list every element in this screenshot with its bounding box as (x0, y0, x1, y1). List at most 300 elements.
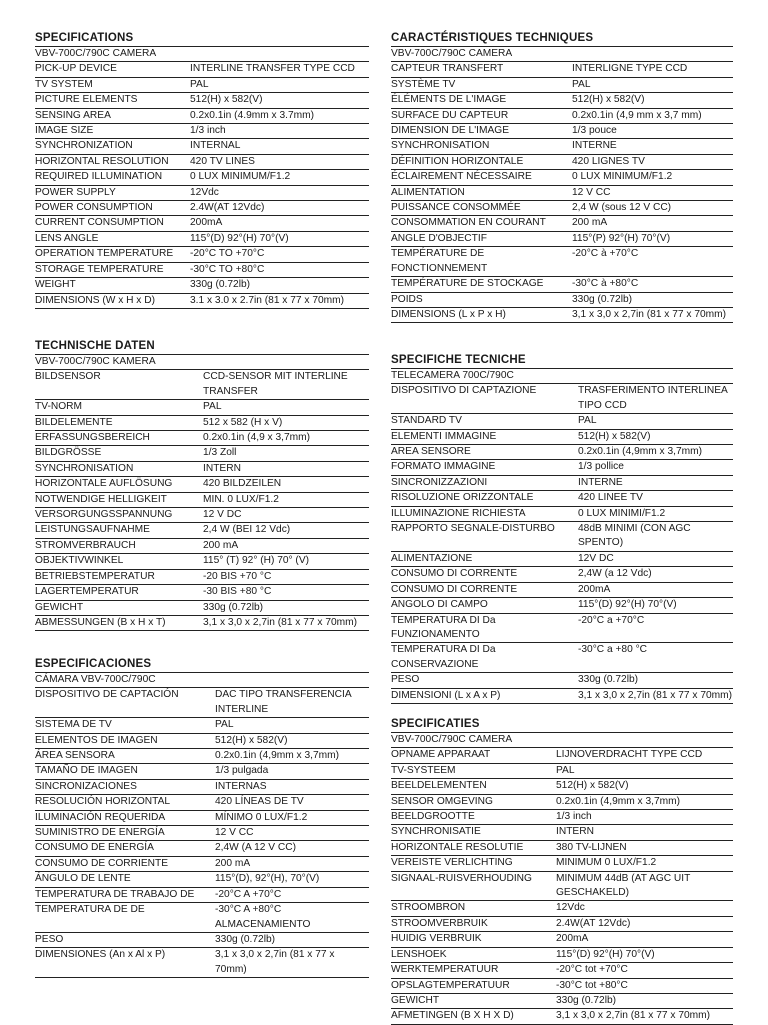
spec-value: 12 V CC (215, 827, 254, 839)
spec-value: INTERLIGNE TYPE CCD (572, 63, 688, 75)
spec-value: TRASFERIMENTO INTERLINEA TIPO CCD (578, 385, 728, 411)
spec-value: INTERLINE TRANSFER TYPE CCD (190, 63, 355, 75)
spec-label: BEELDGROOTTE (391, 811, 475, 823)
spec-row (391, 598, 733, 613)
spec-value: -30°C A +80°C ALMACENAMIENTO (215, 904, 311, 930)
spec-row (391, 293, 733, 308)
spec-value: -30 BIS +80 °C (203, 586, 272, 598)
spec-label: PUISSANCE CONSOMMÉE (391, 202, 521, 214)
spec-value: CCD-SENSOR MIT INTERLINE TRANSFER (203, 371, 348, 397)
spec-value: 115°(P) 92°(H) 70°(V) (572, 232, 671, 244)
section-subtitle: VBV-700C/790C CAMERA (391, 733, 733, 748)
spec-value: 2,4W (A 12 V CC) (215, 842, 296, 854)
spec-label: HORIZONTAL RESOLUTION (35, 155, 169, 167)
spec-row (391, 779, 733, 794)
spec-row (35, 888, 369, 903)
spec-row (35, 688, 369, 718)
spec-value: 3.1 x 3.0 x 2.7in (81 x 77 x 70mm) (190, 294, 345, 306)
spec-label: REQUIRED ILLUMINATION (35, 171, 163, 183)
spec-row (35, 948, 369, 978)
spec-row (391, 552, 733, 567)
spec-row (391, 507, 733, 522)
spec-value: 115° (T) 92° (H) 70° (V) (203, 555, 310, 567)
spec-row (35, 718, 369, 733)
spec-value: -30°C à +80°C (572, 278, 639, 290)
spec-label: TV-NORM (35, 401, 82, 413)
spec-label: DÉFINITION HORIZONTALE (391, 155, 524, 167)
spec-label: ILUMINACIÓN REQUERIDA (35, 811, 166, 823)
section-subtitle: VBV-700C/790C CAMERA (35, 47, 369, 62)
spec-value: 0.2x0.1in (4,9mm x 3,7mm) (578, 446, 702, 458)
spec-row (35, 139, 369, 154)
spec-label: VERSORGUNGSSPANNUNG (35, 509, 173, 521)
spec-row (391, 567, 733, 582)
spec-row (391, 825, 733, 840)
spec-label: STROOMVERBRUIK (391, 917, 488, 929)
spec-row (391, 247, 733, 277)
spec-row (391, 109, 733, 124)
spec-row (35, 278, 369, 293)
spec-label: BILDSENSOR (35, 371, 101, 383)
spec-label: PICTURE ELEMENTS (35, 94, 138, 106)
spec-value: -30°C TO +80°C (190, 263, 265, 275)
spec-value: 1/3 pollice (578, 461, 624, 473)
spec-label: ANGLE D'OBJECTIF (391, 232, 487, 244)
spec-value: MIN. 0 LUX/F1.2 (203, 493, 279, 505)
spec-label: IMAGE SIZE (35, 125, 94, 137)
spec-label: TV-SYSTEEM (391, 764, 456, 776)
spec-label: SISTEMA DE TV (35, 719, 112, 731)
spec-label: SINCRONIZACIONES (35, 780, 137, 792)
spec-row (391, 689, 733, 704)
spec-label: ANGOLO DI CAMPO (391, 599, 488, 611)
spec-value: PAL (578, 415, 597, 427)
spec-label: STORAGE TEMPERATURE (35, 263, 164, 275)
spec-row (35, 841, 369, 856)
spec-section-en (35, 31, 369, 309)
spec-row (391, 963, 733, 978)
spec-value: 12Vdc (556, 902, 585, 914)
spec-label: BILDELEMENTE (35, 416, 113, 428)
spec-row (391, 643, 733, 673)
spec-row (391, 308, 733, 323)
spec-row (391, 414, 733, 429)
spec-label: BILDGRÖSSE (35, 447, 102, 459)
spec-label: GEWICHT (391, 994, 440, 1006)
spec-value: 1/3 pouce (572, 125, 617, 137)
spec-value: 512(H) x 582(V) (556, 780, 629, 792)
spec-label: HUIDIG VERBRUIK (391, 933, 482, 945)
spec-value: 12 V DC (203, 509, 242, 521)
spec-row (391, 460, 733, 475)
spec-value: 0 LUX MINIMUM/F1.2 (572, 171, 673, 183)
spec-value: 512(H) x 582(V) (572, 94, 645, 106)
spec-label: DIMENSION DE L'IMAGE (391, 125, 509, 137)
spec-value: 512(H) x 582(V) (190, 94, 263, 106)
spec-row (391, 476, 733, 491)
spec-label: TEMPERATURA DI Da FUNZIONAMENTO (391, 614, 496, 640)
spec-value: 0 LUX MINIMUM/F1.2 (190, 171, 291, 183)
spec-value: PAL (572, 78, 591, 90)
spec-label: PESO (391, 674, 420, 686)
spec-row (391, 795, 733, 810)
spec-value: 200 mA (203, 539, 239, 551)
spec-label: STROOMBRON (391, 902, 466, 914)
spec-row (35, 554, 369, 569)
spec-section-de (35, 339, 369, 631)
spec-row (391, 583, 733, 598)
spec-label: RISOLUZIONE ORIZZONTALE (391, 492, 534, 504)
spec-row (391, 948, 733, 963)
spec-row (391, 841, 733, 856)
spec-row (35, 857, 369, 872)
spec-row (35, 616, 369, 631)
spec-label: ALIMENTATION (391, 186, 465, 198)
spec-value: MINIMUM 44dB (AT AGC UIT GESCHAKELD) (556, 872, 691, 899)
spec-label: SYSTÈME TV (391, 78, 456, 90)
spec-value: -20°C à +70°C (572, 248, 639, 260)
spec-value: 330g (0.72lb) (203, 601, 264, 613)
spec-label: RAPPORTO SEGNALE-DISTURBO (391, 523, 555, 535)
spec-label: ILLUMINAZIONE RICHIESTA (391, 507, 526, 519)
spec-row (391, 979, 733, 994)
spec-label: OPERATION TEMPERATURE (35, 248, 174, 260)
spec-value: 1/3 pulgada (215, 765, 269, 777)
spec-value: 330g (0.72lb) (572, 293, 633, 305)
spec-label: ÉCLAIREMENT NÉCESSAIRE (391, 171, 532, 183)
spec-row (35, 493, 369, 508)
spec-value: LIJNOVERDRACHT TYPE CCD (556, 749, 703, 761)
spec-value: 3,1 x 3,0 x 2,7in (81 x 77 x 70mm) (578, 689, 733, 701)
spec-value: 200mA (556, 933, 589, 945)
spec-row (35, 446, 369, 461)
section-subtitle: VBV-700C/790C KAMERA (35, 355, 369, 370)
spec-value: 2.4W(AT 12Vdc) (556, 917, 631, 929)
spec-label: DIMENSIONES (An x Al x P) (35, 949, 166, 961)
spec-label: BETRIEBSTEMPERATUR (35, 570, 155, 582)
spec-value: 0.2x0.1in (4,9mm x 3,7mm) (215, 750, 339, 762)
section-title: TECHNISCHE DATEN (35, 339, 369, 355)
spec-value: -30°C tot +80°C (556, 979, 628, 991)
spec-label: LAGERTEMPERATUR (35, 586, 139, 598)
spec-label: SUMINISTRO DE ENERGÍA (35, 827, 165, 839)
spec-value: INTERNAL (190, 140, 241, 152)
spec-label: LENSHOEK (391, 948, 447, 960)
spec-section-nl (391, 717, 733, 1025)
spec-row (391, 994, 733, 1009)
spec-label: CONSUMO DI CORRENTE (391, 568, 518, 580)
spec-label: WEIGHT (35, 279, 76, 291)
spec-label: TEMPÉRATURE DE STOCKAGE (391, 278, 544, 290)
spec-row (391, 614, 733, 644)
spec-label: SINCRONIZZAZIONI (391, 476, 488, 488)
spec-row (391, 232, 733, 247)
spec-value: 12V DC (578, 552, 614, 564)
spec-label: OPSLAGTEMPERATUUR (391, 979, 510, 991)
spec-label: PICK-UP DEVICE (35, 63, 117, 75)
spec-section-es (35, 657, 369, 978)
spec-row (391, 430, 733, 445)
spec-value: 380 TV-LIJNEN (556, 841, 627, 853)
spec-value: 2,4W (a 12 Vdc) (578, 568, 652, 580)
spec-label: DIMENSIONI (L x A x P) (391, 689, 501, 701)
spec-row (391, 155, 733, 170)
spec-row (35, 201, 369, 216)
spec-label: SURFACE DU CAPTEUR (391, 109, 509, 121)
spec-value: 420 BILDZEILEN (203, 478, 282, 490)
spec-label: AREA SENSORE (391, 446, 471, 458)
section-subtitle: VBV-700C/790C CAMERA (391, 47, 733, 62)
spec-label: SYNCHRONISATIE (391, 826, 481, 838)
spec-row (35, 400, 369, 415)
spec-row (391, 491, 733, 506)
spec-row (35, 933, 369, 948)
spec-value: 330g (0.72lb) (556, 994, 617, 1006)
spec-row (35, 186, 369, 201)
spec-value: 0.2x0.1in (4.9mm x 3.7mm) (190, 109, 314, 121)
spec-value: 512 x 582 (H x V) (203, 416, 283, 428)
spec-value: 200 mA (215, 857, 251, 869)
spec-label: SENSOR OMGEVING (391, 795, 493, 807)
spec-row (391, 93, 733, 108)
spec-label: ÁREA SENSORA (35, 750, 115, 762)
spec-label: STROMVERBRAUCH (35, 539, 136, 551)
spec-label: ELEMENTOS DE IMAGEN (35, 734, 158, 746)
spec-label: DIMENSIONS (W x H x D) (35, 294, 155, 306)
spec-value: 420 LIGNES TV (572, 155, 645, 167)
spec-label: SYNCHRONIZATION (35, 140, 133, 152)
spec-row (35, 795, 369, 810)
section-subtitle: CÁMARA VBV-700C/790C (35, 673, 369, 688)
spec-value: 3,1 x 3,0 x 2,7in (81 x 77 x 70mm) (215, 949, 335, 975)
spec-label: POWER CONSUMPTION (35, 202, 153, 214)
spec-value: -20°C TO +70°C (190, 248, 265, 260)
spec-value: 2.4W(AT 12Vdc) (190, 202, 265, 214)
spec-label: CONSUMO DE CORRIENTE (35, 857, 169, 869)
spec-value: 1/3 Zoll (203, 447, 237, 459)
spec-value: 200 mA (572, 217, 608, 229)
spec-label: RESOLUCIÓN HORIZONTAL (35, 796, 171, 808)
spec-value: 2,4 W (sous 12 V CC) (572, 202, 672, 214)
spec-label: DISPOSITIVO DE CAPTACIÓN (35, 689, 179, 701)
spec-value: 115°(D) 92°(H) 70°(V) (578, 599, 677, 611)
spec-row (35, 734, 369, 749)
spec-label: DISPOSITIVO DI CAPTAZIONE (391, 385, 537, 397)
spec-value: INTERN (556, 826, 594, 838)
spec-row (35, 62, 369, 77)
spec-label: ABMESSUNGEN (B x H x T) (35, 616, 166, 628)
spec-value: PAL (556, 764, 575, 776)
spec-row (35, 78, 369, 93)
section-subtitle: TELECAMERA 700C/790C (391, 369, 733, 384)
spec-row (391, 522, 733, 552)
spec-row (35, 263, 369, 278)
spec-value: 512(H) x 582(V) (578, 430, 651, 442)
spec-label: SIGNAAL-RUISVERHOUDING (391, 872, 532, 884)
spec-value: 0.2x0.1in (4,9 x 3,7mm) (203, 432, 311, 444)
spec-value: 0.2x0.1in (4,9 mm x 3,7 mm) (572, 109, 702, 121)
spec-label: SYNCHRONISATION (391, 140, 490, 152)
spec-row (391, 856, 733, 871)
spec-value: 420 LÍNEAS DE TV (215, 796, 304, 808)
spec-row (35, 601, 369, 616)
spec-value: 0.2x0.1in (4,9mm x 3,7mm) (556, 795, 680, 807)
spec-row (35, 170, 369, 185)
spec-label: TEMPERATURA DE DE (35, 904, 145, 916)
spec-row (35, 416, 369, 431)
spec-value: PAL (190, 78, 209, 90)
spec-row (391, 932, 733, 947)
spec-label: WERKTEMPERATUUR (391, 964, 499, 976)
spec-row (35, 93, 369, 108)
spec-label: AFMETINGEN (B X H X D) (391, 1010, 514, 1022)
section-title: CARACTÉRISTIQUES TECHNIQUES (391, 31, 733, 47)
spec-label: TAMAÑO DE IMAGEN (35, 765, 138, 777)
spec-label: NOTWENDIGE HELLIGKEIT (35, 493, 167, 505)
spec-row (35, 477, 369, 492)
spec-row (391, 872, 733, 902)
section-title: SPECIFICATIONS (35, 31, 369, 47)
spec-row (391, 201, 733, 216)
spec-row (35, 826, 369, 841)
spec-label: TV SYSTEM (35, 78, 93, 90)
spec-value: 330g (0.72lb) (215, 933, 276, 945)
spec-row (391, 62, 733, 77)
spec-row (35, 431, 369, 446)
spec-row (35, 749, 369, 764)
spec-value: 115°(D) 92°(H) 70°(V) (190, 232, 289, 244)
spec-value: 330g (0.72lb) (578, 674, 639, 686)
spec-row (35, 247, 369, 262)
spec-row (35, 780, 369, 795)
spec-row (391, 917, 733, 932)
spec-section-it (391, 353, 733, 704)
spec-value: -20°C a +70°C (578, 614, 645, 626)
spec-value: INTERN (203, 462, 241, 474)
spec-value: 12Vdc (190, 186, 219, 198)
spec-label: HORIZONTALE RESOLUTIE (391, 841, 524, 853)
spec-label: HORIZONTALE AUFLÖSUNG (35, 478, 173, 490)
spec-row (35, 764, 369, 779)
spec-value: 420 TV LINES (190, 155, 255, 167)
section-title: SPECIFICHE TECNICHE (391, 353, 733, 369)
spec-value: -20°C tot +70°C (556, 964, 628, 976)
spec-value: 420 LINEE TV (578, 492, 643, 504)
spec-row (391, 445, 733, 460)
spec-row (35, 124, 369, 139)
spec-label: OPNAME APPARAAT (391, 749, 491, 761)
spec-label: SYNCHRONISATION (35, 462, 134, 474)
spec-row (35, 585, 369, 600)
spec-value: PAL (215, 719, 234, 731)
spec-value: 48dB MINIMI (CON AGC SPENTO) (578, 523, 691, 549)
spec-row (35, 232, 369, 247)
spec-label: CONSUMO DE ENERGÍA (35, 842, 154, 854)
spec-row (391, 277, 733, 292)
spec-row (35, 523, 369, 538)
spec-row (35, 903, 369, 933)
spec-value: 200mA (190, 217, 223, 229)
spec-row (35, 462, 369, 477)
spec-value: 512(H) x 582(V) (215, 734, 288, 746)
spec-value: 200mA (578, 583, 611, 595)
spec-value: 3,1 x 3,0 x 2,7in (81 x 77 x 70mm) (572, 308, 727, 320)
spec-row (391, 1009, 733, 1024)
spec-label: GEWICHT (35, 601, 84, 613)
spec-row (35, 294, 369, 309)
spec-label: VEREISTE VERLICHTING (391, 857, 513, 869)
spec-value: 1/3 inch (190, 125, 226, 137)
spec-row (391, 673, 733, 688)
spec-label: ÁNGULO DE LENTE (35, 873, 131, 885)
spec-label: STANDARD TV (391, 415, 462, 427)
spec-label: TEMPERATURA DE TRABAJO DE (35, 888, 195, 900)
spec-value: DAC TIPO TRANSFERENCIA INTERLINE (215, 689, 352, 715)
spec-value: 1/3 inch (556, 811, 592, 823)
spec-row (391, 78, 733, 93)
spec-label: FORMATO IMMAGINE (391, 461, 496, 473)
spec-row (35, 370, 369, 400)
spec-row (391, 901, 733, 916)
spec-row (391, 748, 733, 763)
spec-value: 3,1 x 3,0 x 2,7in (81 x 77 x 70mm) (203, 616, 358, 628)
spec-label: ELEMENTI IMMAGINE (391, 430, 497, 442)
spec-section-fr (391, 31, 733, 323)
spec-value: MINIMUM 0 LUX/F1.2 (556, 857, 657, 869)
spec-value: MÍNIMO 0 LUX/F1.2 (215, 811, 308, 823)
section-title: ESPECIFICACIONES (35, 657, 369, 673)
spec-label: ALIMENTAZIONE (391, 552, 473, 564)
spec-row (35, 872, 369, 887)
spec-label: CONSUMO DI CORRENTE (391, 583, 518, 595)
spec-value: 12 V CC (572, 186, 611, 198)
spec-row (391, 384, 733, 414)
spec-label: POIDS (391, 293, 423, 305)
section-title: SPECIFICATIES (391, 717, 733, 733)
spec-label: ERFASSUNGSBEREICH (35, 432, 150, 444)
spec-value: 3,1 x 3,0 x 2,7in (81 x 77 x 70mm) (556, 1010, 711, 1022)
spec-row (391, 810, 733, 825)
spec-row (35, 570, 369, 585)
spec-label: CAPTEUR TRANSFERT (391, 63, 504, 75)
spec-label: LEISTUNGSAUFNAHME (35, 524, 150, 536)
spec-row (391, 764, 733, 779)
spec-label: POWER SUPPLY (35, 186, 116, 198)
spec-value: -20°C A +70°C (215, 888, 282, 900)
spec-label: LENS ANGLE (35, 232, 99, 244)
spec-row (391, 186, 733, 201)
spec-row (391, 170, 733, 185)
spec-value: -20 BIS +70 °C (203, 570, 272, 582)
spec-row (35, 811, 369, 826)
spec-value: INTERNAS (215, 780, 267, 792)
spec-label: TEMPERATURA DI Da CONSERVAZIONE (391, 644, 496, 670)
spec-row (35, 155, 369, 170)
spec-value: INTERNE (578, 476, 623, 488)
spec-row (35, 216, 369, 231)
spec-label: DIMENSIONS (L x P x H) (391, 308, 506, 320)
spec-row (391, 124, 733, 139)
spec-label: CONSOMMATION EN COURANT (391, 217, 546, 229)
spec-label: ÉLÉMENTS DE L'IMAGE (391, 94, 507, 106)
spec-label: OBJEKTIVWINKEL (35, 555, 124, 567)
spec-row (35, 508, 369, 523)
spec-label: PESO (35, 933, 64, 945)
spec-row (35, 539, 369, 554)
spec-label: BEELDELEMENTEN (391, 780, 487, 792)
spec-row (35, 109, 369, 124)
spec-value: 115°(D), 92°(H), 70°(V) (215, 873, 320, 885)
